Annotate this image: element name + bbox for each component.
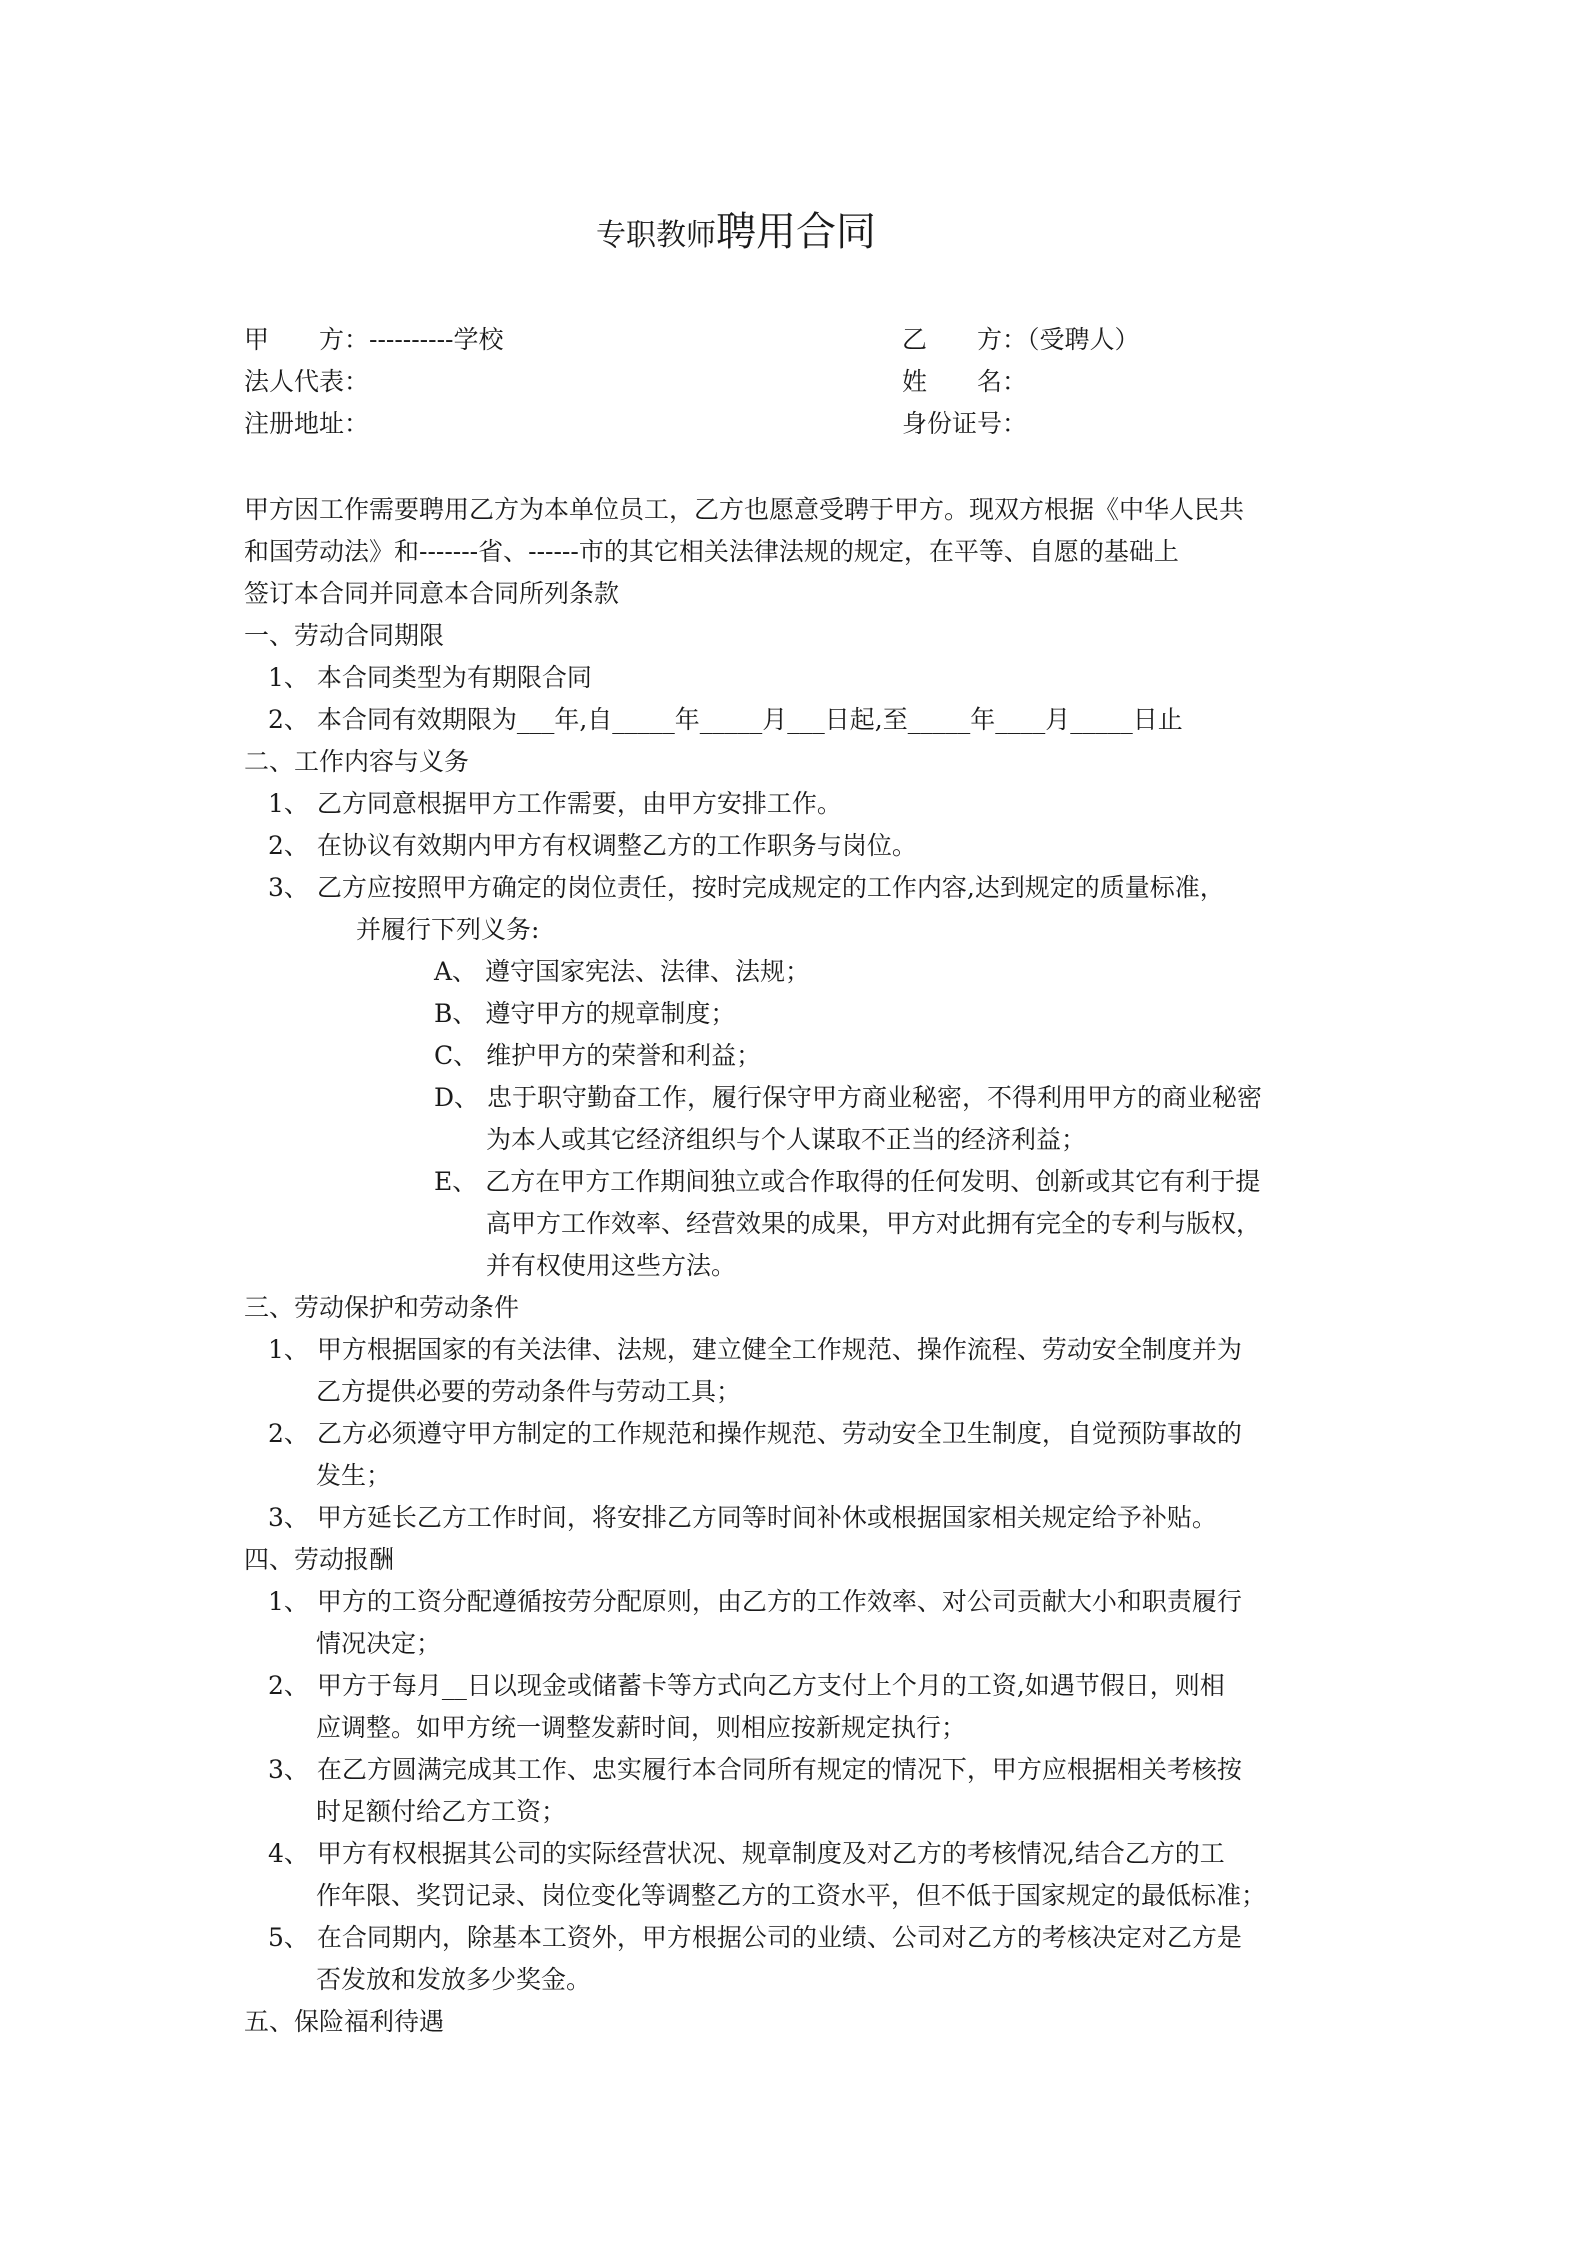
section-2-item-1: 1、 乙方同意根据甲方工作需要，由甲方安排工作。 (268, 789, 842, 818)
section-2-sub-d-line-1: D、 忠于职守勤奋工作，履行保守甲方商业秘密，不得利用甲方的商业秘密 (434, 1083, 1262, 1112)
preamble-line-3: 签订本合同并同意本合同所列条款 (244, 579, 620, 608)
section-3-item-2-line-1: 2、 乙方必须遵守甲方制定的工作规范和操作规范、劳动安全卫生制度，自觉预防事故的 (268, 1419, 1242, 1448)
section-4-item-2-line-1: 2、 甲方于每月__日以现金或储蓄卡等方式向乙方支付上个月的工资,如遇节假日，则相 (268, 1671, 1225, 1700)
section-4-item-1-line-1: 1、 甲方的工资分配遵循按劳分配原则，由乙方的工作效率、对公司贡献大小和职责履行 (268, 1587, 1242, 1616)
section-2-sub-a: A、 遵守国家宪法、法律、法规； (434, 957, 811, 986)
section-4-item-4-line-1: 4、 甲方有权根据其公司的实际经营状况、规章制度及对乙方的考核情况,结合乙方的工 (268, 1839, 1225, 1868)
section-2-sub-e-line-3: 并有权使用这些方法。 (486, 1251, 737, 1280)
section-1-heading: 一、劳动合同期限 (244, 621, 445, 650)
legal-rep-line: 法人代表： (244, 367, 370, 396)
section-4-item-4-line-2: 作年限、奖罚记录、岗位变化等调整乙方的工资水平，但不低于国家规定的最低标准； (316, 1881, 1267, 1910)
preamble-line-2: 和国劳动法》和-------省、------市的其它相关法律法规的规定，在平等、自愿的基础上 (244, 537, 1179, 566)
section-2-sub-e-line-2: 高甲方工作效率、经营效果的成果，甲方对此拥有完全的专利与版权， (486, 1209, 1262, 1238)
section-4-item-5-line-1: 5、 在合同期内，除基本工资外，甲方根据公司的业绩、公司对乙方的考核决定对乙方是 (268, 1923, 1242, 1952)
title-prefix: 专职教师 (596, 218, 716, 253)
section-2-heading: 二、工作内容与义务 (244, 747, 470, 776)
section-4-item-3-line-1: 3、 在乙方圆满完成其工作、忠实履行本合同所有规定的情况下，甲方应根据相关考核按 (268, 1755, 1242, 1784)
id-number-line: 身份证号： (902, 409, 1028, 438)
section-4-item-5-line-2: 否发放和发放多少奖金。 (316, 1965, 592, 1994)
section-2-sub-c: C、 维护甲方的荣誉和利益； (434, 1041, 762, 1070)
section-4-item-1-line-2: 情况决定； (316, 1629, 442, 1658)
section-3-item-3: 3、 甲方延长乙方工作时间，将安排乙方同等时间补休或根据国家相关规定给予补贴。 (268, 1503, 1217, 1532)
section-1-item-2: 2、 本合同有效期限为___年,自_____年_____月___日起,至_____年____月_____日止 (268, 705, 1183, 734)
preamble-line-1: 甲方因工作需要聘用乙方为本单位员工，乙方也愿意受聘于甲方。现双方根据《中华人民共 (244, 495, 1245, 524)
section-4-item-3-line-2: 时足额付给乙方工资； (316, 1797, 567, 1826)
party-a-line: 甲 方：----------学校 (244, 325, 504, 354)
section-2-item-3-line-2: 并履行下列义务: (356, 915, 540, 944)
section-3-heading: 三、劳动保护和劳动条件 (244, 1293, 520, 1322)
section-5-heading: 五、保险福利待遇 (244, 2007, 445, 2036)
section-4-item-2-line-2: 应调整。如甲方统一调整发薪时间，则相应按新规定执行； (316, 1713, 967, 1742)
section-1-item-1: 1、 本合同类型为有期限合同 (268, 663, 592, 692)
section-2-sub-e-line-1: E、 乙方在甲方工作期间独立或合作取得的任何发明、创新或其它有利于提 (434, 1167, 1261, 1196)
section-3-item-2-line-2: 发生； (316, 1461, 392, 1490)
section-3-item-1-line-1: 1、 甲方根据国家的有关法律、法规，建立健全工作规范、操作流程、劳动安全制度并为 (268, 1335, 1242, 1364)
section-2-item-2: 2、 在协议有效期内甲方有权调整乙方的工作职务与岗位。 (268, 831, 917, 860)
section-3-item-1-line-2: 乙方提供必要的劳动条件与劳动工具； (316, 1377, 742, 1406)
document-title (596, 208, 876, 260)
name-line: 姓 名： (902, 367, 1028, 396)
section-2-item-3-line-1: 3、 乙方应按照甲方确定的岗位责任，按时完成规定的工作内容,达到规定的质量标准， (268, 873, 1225, 902)
section-4-heading: 四、劳动报酬 (244, 1545, 395, 1574)
title-main: 聘用合同 (716, 209, 876, 255)
party-b-line: 乙 方：（受聘人） (902, 325, 1140, 354)
section-2-sub-d-line-2: 为本人或其它经济组织与个人谋取不正当的经济利益； (486, 1125, 1087, 1154)
section-2-sub-b: B、 遵守甲方的规章制度； (434, 999, 736, 1028)
address-line: 注册地址： (244, 409, 370, 438)
